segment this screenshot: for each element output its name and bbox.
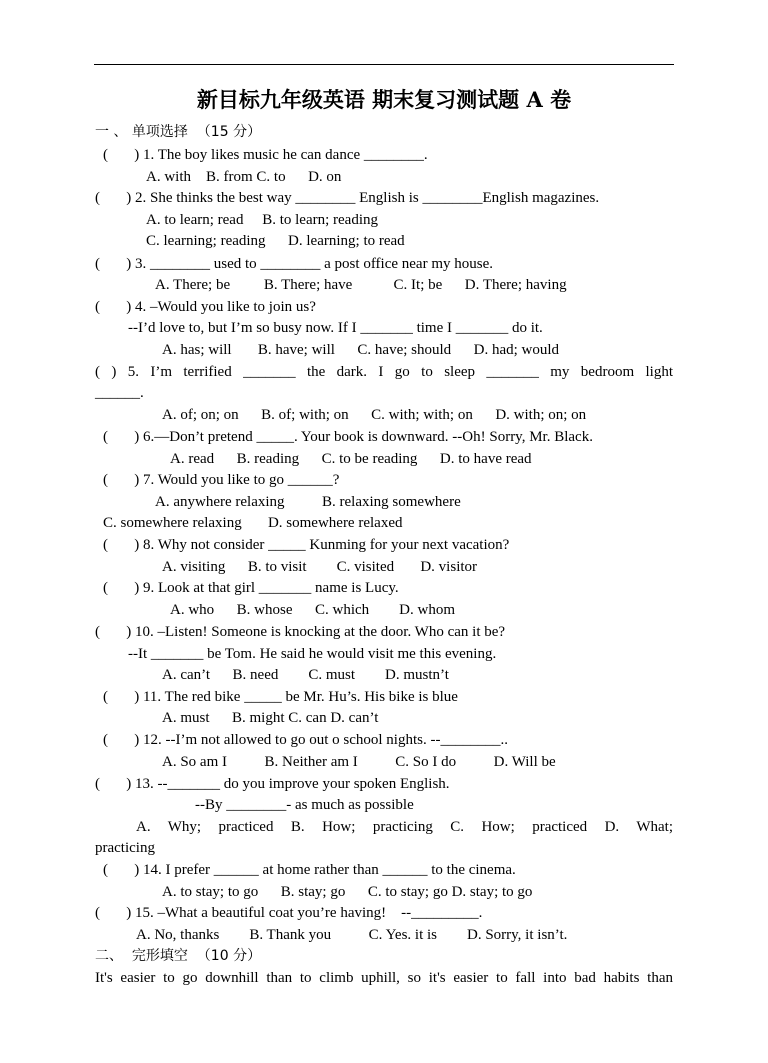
- section-heading: 二、 完形填空 （10 分）: [95, 948, 262, 964]
- answer-options: A. has; will B. have; will C. have; should D. had; would: [162, 342, 560, 358]
- answer-options: A. to stay; to go B. stay; go C. to stay; go D. stay; to go: [162, 884, 533, 900]
- answer-options: A. Why; practiced B. How; practicing C. How; practiced D. What;: [136, 819, 673, 835]
- question-line: --By ________- as much as possible: [195, 797, 414, 813]
- answer-options: C. learning; reading D. learning; to read: [146, 233, 405, 249]
- passage-text: It's easier to go downhill than to climb uphill, so it's easier to fall into bad habits than: [95, 970, 673, 986]
- question-line: ( ) 3. ________ used to ________ a post office near my house.: [95, 256, 493, 272]
- question-line: ( ) 12. --I’m not allowed to go out o school nights. --________..: [103, 732, 508, 748]
- question-line: --It _______ be Tom. He said he would visit me this evening.: [128, 646, 497, 662]
- question-line: ( ) 1. The boy likes music he can dance ________.: [103, 147, 428, 163]
- question-line: ( ) 5. I’m terrified _______ the dark. I go to sleep _______ my bedroom light: [95, 364, 673, 380]
- question-line: ( ) 14. I prefer ______ at home rather than ______ to the cinema.: [103, 862, 516, 878]
- answer-options: A. There; be B. There; have C. It; be D. There; having: [155, 277, 567, 293]
- question-line: ( ) 15. –What a beautiful coat you’re having! --_________.: [95, 905, 483, 921]
- answer-options: A. anywhere relaxing B. relaxing somewhere: [155, 494, 461, 510]
- answer-options: A. of; on; on B. of; with; on C. with; with; on D. with; on; on: [162, 407, 587, 423]
- answer-options: A. can’t B. need C. must D. mustn’t: [162, 667, 449, 683]
- header-rule: [94, 64, 674, 65]
- answer-options: A. visiting B. to visit C. visited D. visitor: [162, 559, 478, 575]
- question-line: ( ) 11. The red bike _____ be Mr. Hu’s. His bike is blue: [103, 689, 458, 705]
- question-line: ( ) 6.—Don’t pretend _____. Your book is downward. --Oh! Sorry, Mr. Black.: [103, 429, 593, 445]
- answer-options: A. who B. whose C. which D. whom: [170, 602, 455, 618]
- answer-options: A. So am I B. Neither am I C. So I do D. Will be: [162, 754, 556, 770]
- answer-options: practicing: [95, 840, 155, 856]
- question-line: ( ) 13. --_______ do you improve your spoken English.: [95, 776, 450, 792]
- page-title: 新目标九年级英语 期末复习测试题 A 卷: [196, 87, 572, 112]
- question-line: ( ) 8. Why not consider _____ Kunming for your next vacation?: [103, 537, 510, 553]
- answer-options: A. with B. from C. to D. on: [146, 169, 342, 185]
- question-line: ______.: [95, 385, 144, 401]
- answer-options: A. to learn; read B. to learn; reading: [146, 212, 379, 228]
- question-line: ( ) 7. Would you like to go ______?: [103, 472, 340, 488]
- section-heading: 一 、 单项选择 （15 分）: [95, 124, 262, 140]
- question-line: ( ) 9. Look at that girl _______ name is Lucy.: [103, 580, 399, 596]
- answer-options: A. read B. reading C. to be reading D. to have read: [170, 451, 532, 467]
- question-line: --I’d love to, but I’m so busy now. If I _______ time I _______ do it.: [128, 320, 543, 336]
- answer-options: A. must B. might C. can D. can’t: [162, 710, 379, 726]
- answer-options: C. somewhere relaxing D. somewhere relaxed: [103, 515, 403, 531]
- answer-options: A. No, thanks B. Thank you C. Yes. it is D. Sorry, it isn’t.: [136, 927, 568, 943]
- question-line: ( ) 10. –Listen! Someone is knocking at the door. Who can it be?: [95, 624, 506, 640]
- question-line: ( ) 4. –Would you like to join us?: [95, 299, 316, 315]
- question-line: ( ) 2. She thinks the best way ________ English is ________English magazines.: [95, 190, 600, 206]
